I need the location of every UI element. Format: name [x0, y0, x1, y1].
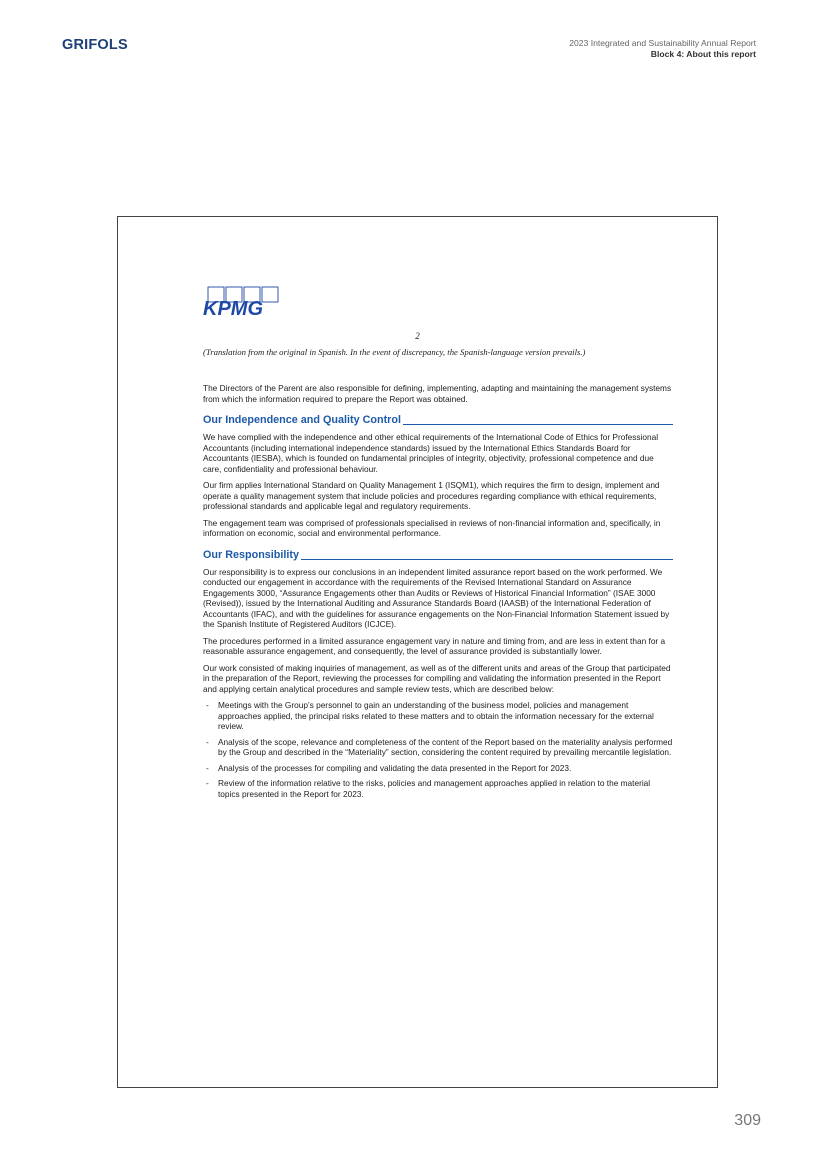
responsibility-paragraph: Our responsibility is to express our conclusions in an independent limited assurance report based on the work performed. We conducted our engagement in accordance with the requirements of the Revised International Standard on Assurance Engagements 3000, “Assurance Engagements other than Audits or Reviews of Historical Financial Information” (ISAE 3000 (Revised)), issued by the International Auditing and Assurance Standards Board (IAASB) of the International Federation of Accountants (IFAC), and with the guidelines for assurance engagements on the Non-Financial Information Statement issued by the Spanish Institute of Registered Auditors (ICJCE).	[203, 566, 670, 629]
heading-rule	[403, 423, 673, 425]
procedure-item: - Meetings with the Group’s personnel to gain an understanding of the business model, policies and management approaches applied, the principal risks related to these matters and to obtain the information necessary for the external review.	[203, 700, 673, 732]
document-page-number: 2	[415, 331, 420, 341]
independence-paragraph: Our firm applies International Standard on Quality Management 1 (ISQM1), which requires the firm to design, implement and operate a quality management system that include policies and procedures regarding compliance with ethical requirements, professional standards and applicable legal and regulatory requirements.	[203, 480, 660, 511]
procedures-list	[203, 700, 673, 799]
report-header	[569, 38, 756, 59]
independence-paragraph: The engagement team was comprised of professionals specialised in reviews of non-financial information and, specifically, in information on economic, social and environmental performance.	[203, 517, 661, 538]
grifols-logo: GRIFOLS	[62, 37, 128, 53]
procedure-item: - Review of the information relative to the risks, policies and management approaches applied in relation to the material topics presented in the Report for 2023.	[203, 778, 673, 799]
independence-heading-text: Our Independence and Quality Control	[203, 414, 401, 426]
procedure-item: - Analysis of the scope, relevance and completeness of the content of the Report based on the materiality analysis performed by the Group and described in the “Materiality” section, considering the content required by prevailing mercantile legislation.	[203, 737, 673, 758]
independence-paragraph: We have complied with the independence and other ethical requirements of the International Code of Ethics for Professional Accountants (including international independence standards) issued by the International Ethics Standards Board for Accountants (IESBA), which is founded on fundamental principles of integrity, objectivity, professional competence and due care, confidentiality and professional behaviour.	[203, 432, 659, 474]
responsibility-paragraph: The procedures performed in a limited assurance engagement vary in nature and timing from, and are less in extent than for a reasonable assurance engagement, and consequently, the level of assurance provided is substantially lower.	[203, 635, 666, 656]
responsibility-heading-text: Our Responsibility	[203, 548, 299, 561]
report-page-number: 309	[734, 1112, 761, 1129]
kpmg-logo	[203, 286, 285, 318]
embedded-document-page	[117, 216, 718, 1088]
intro-paragraph: The Directors of the Parent are also responsible for defining, implementing, adapting and maintaining the management systems from which the information required to prepare the Report was obtained.	[203, 383, 672, 404]
heading-rule	[301, 558, 673, 560]
responsibility-paragraph: Our work consisted of making inquiries of management, as well as of the different units and areas of the Group that participated in the preparation of the Report, reviewing the processes for compiling and validating the information presented in the Report and applying certain analytical procedures and sample review tests, which are described below:	[203, 662, 671, 694]
svg-text:KPMG: KPMG	[203, 298, 263, 318]
independence-heading	[203, 414, 673, 426]
procedure-item: - Analysis of the processes for compiling and validating the data presented in the Report for 2023.	[203, 763, 673, 774]
report-block: Block 4: About this report	[650, 48, 756, 59]
responsibility-heading	[203, 549, 673, 561]
translation-note: (Translation from the original in Spanish. In the event of discrepancy, the Spanish-language version prevails.)	[203, 347, 586, 357]
document-content	[203, 383, 673, 804]
report-title: 2023 Integrated and Sustainability Annual Report	[569, 38, 756, 48]
